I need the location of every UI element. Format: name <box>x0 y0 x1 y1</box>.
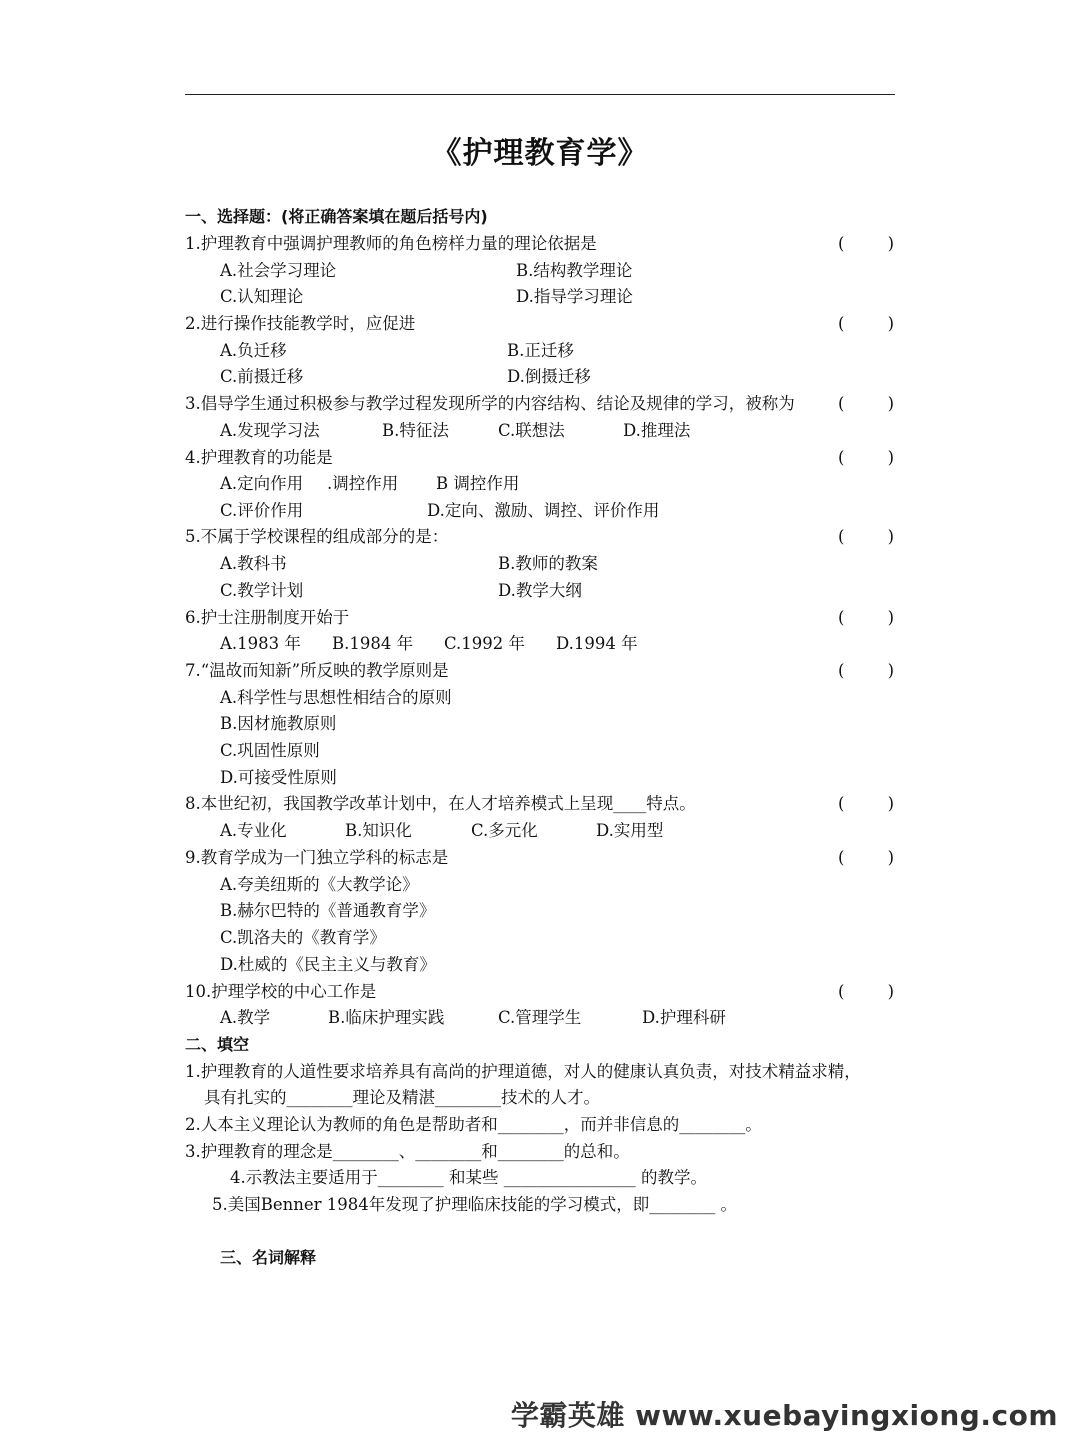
option: B.1984 年 <box>332 634 414 653</box>
option: C.凯洛夫的《教育学》 <box>220 928 386 947</box>
question-4: 4.护理教育的功能是 <box>185 448 333 467</box>
option: C.教学计划 <box>220 581 304 600</box>
answer-bracket: ( ) <box>838 608 894 627</box>
option: A.负迁移 <box>220 341 287 360</box>
option: .调控作用 <box>327 474 399 493</box>
section1-heading: 一、选择题：(将正确答案填在题后括号内) <box>185 207 488 226</box>
option: C.评价作用 <box>220 501 304 520</box>
document-title: 《护理教育学》 <box>431 136 649 171</box>
section2-heading: 二、填空 <box>185 1035 250 1054</box>
option: C.巩固性原则 <box>220 741 320 760</box>
option: C.前摄迁移 <box>220 367 304 386</box>
header-rule <box>185 94 895 95</box>
answer-bracket: ( ) <box>838 394 894 413</box>
option: A.教学 <box>220 1008 271 1027</box>
question-10: 10.护理学校的中心工作是 <box>185 982 377 1001</box>
option: C.管理学生 <box>498 1008 582 1027</box>
option: B.知识化 <box>345 821 412 840</box>
option: A.社会学习理论 <box>220 261 337 280</box>
option: B.赫尔巴特的《普通教育学》 <box>220 901 436 920</box>
option: D.推理法 <box>623 421 691 440</box>
option: B.因材施教原则 <box>220 714 337 733</box>
option: B.结构教学理论 <box>516 261 633 280</box>
option: D.倒摄迁移 <box>507 367 591 386</box>
option: D.可接受性原则 <box>220 768 337 787</box>
option: A.科学性与思想性相结合的原则 <box>220 688 452 707</box>
question-3: 3.倡导学生通过积极参与教学过程发现所学的内容结构、结论及规律的学习，被称为 <box>185 394 795 413</box>
answer-bracket: ( ) <box>838 448 894 467</box>
fill-in-item: 4.示教法主要适用于________ 和某些 ________________ 的教学。 <box>230 1168 707 1187</box>
option: C.认知理论 <box>220 287 304 306</box>
fill-in-item: 2.人本主义理论认为教师的角色是帮助者和________，而并非信息的________。 <box>185 1115 762 1134</box>
question-8: 8.本世纪初，我国教学改革计划中，在人才培养模式上呈现____特点。 <box>185 794 696 813</box>
option: C.联想法 <box>498 421 565 440</box>
fill-in-item: 3.护理教育的理念是________、________和________的总和。 <box>185 1142 630 1161</box>
answer-bracket: ( ) <box>838 314 894 333</box>
option: B.临床护理实践 <box>328 1008 445 1027</box>
option: B 调控作用 <box>436 474 520 493</box>
answer-bracket: ( ) <box>838 234 894 253</box>
option: A.发现学习法 <box>220 421 320 440</box>
fill-in-item: 具有扎实的________理论及精湛________技术的人才。 <box>204 1088 600 1107</box>
option: B.正迁移 <box>507 341 574 360</box>
question-1: 1.护理教育中强调护理教师的角色榜样力量的理论依据是 <box>185 234 597 253</box>
question-5: 5.不属于学校课程的组成部分的是： <box>185 527 449 546</box>
option: D.护理科研 <box>642 1008 726 1027</box>
answer-bracket: ( ) <box>838 794 894 813</box>
question-2: 2.进行操作技能教学时，应促进 <box>185 314 416 333</box>
fill-in-item: 5.美国Benner 1984年发现了护理临床技能的学习模式，即________ 。 <box>212 1195 738 1214</box>
option: C.多元化 <box>471 821 538 840</box>
question-6: 6.护士注册制度开始于 <box>185 608 350 627</box>
option: D.指导学习理论 <box>516 287 633 306</box>
fill-in-item: 1.护理教育的人道性要求培养具有高尚的护理道德，对人的健康认真负责，对技术精益求精， <box>185 1062 861 1081</box>
answer-bracket: ( ) <box>838 527 894 546</box>
option: D.实用型 <box>596 821 664 840</box>
option: A.专业化 <box>220 821 287 840</box>
question-9: 9.教育学成为一门独立学科的标志是 <box>185 848 449 867</box>
question-7: 7.“温故而知新”所反映的教学原则是 <box>185 661 449 680</box>
option: A.1983 年 <box>220 634 301 653</box>
option: D.定向、激励、调控、评价作用 <box>427 501 660 520</box>
option: C.1992 年 <box>444 634 526 653</box>
option: A.教科书 <box>220 554 287 573</box>
option: A.夸美纽斯的《大教学论》 <box>220 875 419 894</box>
answer-bracket: ( ) <box>838 661 894 680</box>
option: D.1994 年 <box>556 634 638 653</box>
option: B.教师的教案 <box>498 554 598 573</box>
option: D.杜威的《民主主义与教育》 <box>220 955 436 974</box>
option: B.特征法 <box>382 421 449 440</box>
option: A.定向作用 <box>220 474 304 493</box>
section3-heading: 三、名词解释 <box>220 1248 317 1267</box>
watermark: 学霸英雄 www.xuebayingxiong.com <box>510 1399 1058 1432</box>
answer-bracket: ( ) <box>838 848 894 867</box>
answer-bracket: ( ) <box>838 982 894 1001</box>
option: D.教学大纲 <box>498 581 582 600</box>
